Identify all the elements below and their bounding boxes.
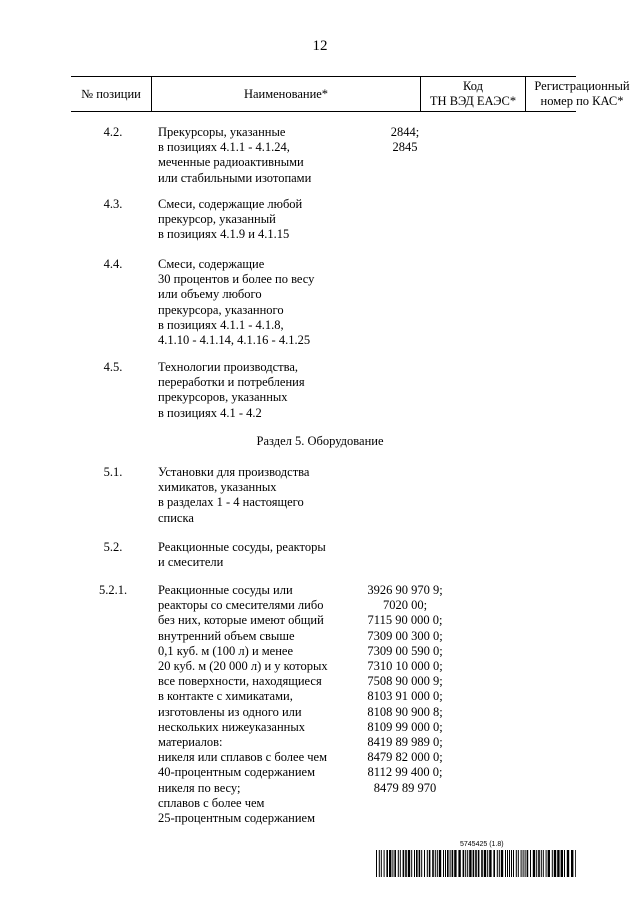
barcode-bar	[478, 850, 480, 877]
barcode-bar	[538, 850, 540, 877]
row-code-line: 3926 90 970 9;	[367, 583, 443, 597]
barcode-bar	[424, 850, 425, 877]
row-name-line: химикатов, указанных	[158, 480, 277, 495]
row-code	[350, 583, 460, 796]
header-name: Наименование*	[243, 86, 329, 101]
row-position: 4.4.	[103, 257, 123, 271]
row-code-line: 8108 90 900 8;	[367, 704, 443, 719]
row-position: 4.5.	[103, 360, 123, 374]
row-code-line: 7115 90 000 0;	[367, 613, 443, 628]
row-code-line: 7020 00;	[382, 598, 428, 613]
header-code-line: Код	[463, 79, 483, 93]
barcode-bar	[458, 850, 460, 877]
barcode-bar	[533, 850, 535, 877]
barcode-bar	[447, 850, 449, 877]
row-name-line: материалов:	[158, 735, 223, 750]
row-name-line: Прекурсоры, указанные	[158, 125, 286, 139]
row-name-line: меченные радиоактивными	[158, 155, 304, 170]
row-name-line: или стабильными изотопами	[158, 170, 312, 185]
row-name-line: Смеси, содержащие	[158, 257, 265, 271]
barcode-bar	[427, 850, 428, 877]
barcode-bar	[443, 850, 444, 877]
barcode-bar	[493, 850, 495, 877]
row-code-line: 7309 00 300 0;	[367, 628, 443, 643]
barcode-bar	[521, 850, 522, 877]
row-position: 5.2.1.	[98, 583, 128, 597]
row-name-line: Технологии производства,	[158, 360, 298, 374]
barcode-bar	[429, 850, 431, 877]
barcode-bar	[403, 850, 405, 877]
barcode-bar	[408, 850, 410, 877]
barcode-bar	[394, 850, 396, 877]
row-name-line: никеля или сплавов с более чем	[158, 750, 327, 765]
barcode-bar	[454, 850, 456, 877]
row-name-line: 20 куб. м (20 000 л) и у которых	[158, 659, 328, 674]
row-name-line: в позициях 4.1.1 - 4.1.8,	[158, 317, 284, 332]
barcode-bar	[489, 850, 491, 877]
barcode-bar	[518, 850, 519, 877]
barcode-bar	[541, 850, 542, 877]
row-name-line: списка	[158, 510, 194, 525]
barcode-bar	[536, 850, 537, 877]
barcode-bar	[376, 850, 377, 877]
barcode-bar	[487, 850, 488, 877]
row-name	[158, 465, 358, 526]
section-title: Раздел 5. Оборудование	[256, 434, 384, 448]
row-name-line: Реакционные сосуды, реакторы	[158, 540, 326, 554]
barcode-bar	[497, 850, 498, 877]
barcode-bar	[507, 850, 508, 877]
row-name-line: нескольких нижеуказанных	[158, 719, 305, 734]
barcode-bar	[379, 850, 380, 877]
row-name	[158, 125, 358, 186]
row-name-line: прекурсоров, указанных	[158, 390, 288, 405]
barcode-bar	[452, 850, 454, 877]
barcode-bar	[505, 850, 506, 877]
barcode-bar	[465, 850, 466, 877]
barcode-bar	[445, 850, 446, 877]
row-name-line: прекурсор, указанный	[158, 212, 276, 227]
page-number: 12	[312, 38, 328, 54]
barcode-bar	[561, 850, 563, 877]
barcode-bar	[525, 850, 526, 877]
barcode-bar	[552, 850, 553, 877]
row-code-line: 8103 91 000 0;	[367, 689, 443, 704]
barcode-bar	[414, 850, 415, 877]
row-name-line: изготовлены из одного или	[158, 704, 302, 719]
barcode-bar	[484, 850, 486, 877]
barcode-bar	[421, 850, 422, 877]
barcode-bar	[450, 850, 451, 877]
header-code	[421, 77, 525, 111]
barcode-bar	[527, 850, 529, 877]
barcode-bar	[411, 850, 412, 877]
row-name-line: прекурсора, указанного	[158, 302, 284, 317]
row-name-line: переработки и потребления	[158, 375, 305, 390]
barcode-bar	[384, 850, 385, 877]
row-name-line: 40-процентным содержанием	[158, 765, 315, 780]
row-name-line: Установки для производства	[158, 465, 310, 479]
barcode-id: 5745425 (1.8)	[460, 841, 504, 848]
barcode-bar	[530, 850, 531, 877]
barcode-bar	[435, 850, 436, 877]
barcode-bar	[475, 850, 477, 877]
barcode-bar	[419, 850, 421, 877]
barcode-bar	[432, 850, 434, 877]
barcode-bar	[416, 850, 418, 877]
barcode-bar	[554, 850, 556, 877]
row-name-line: и смесители	[158, 555, 224, 570]
barcode-bar	[400, 850, 401, 877]
table-header	[71, 76, 630, 112]
row-code-line: 8479 82 000 0;	[367, 750, 443, 765]
row-name-line: без них, которые имеют общий	[158, 613, 324, 628]
row-name-line: все поверхности, находящиеся	[158, 674, 322, 689]
row-name-line: в позициях 4.1.9 и 4.1.15	[158, 227, 290, 242]
row-name	[158, 360, 358, 421]
header-cas-line: Регистрационный	[534, 79, 630, 93]
barcode-bar	[389, 850, 391, 877]
row-code-line: 8479 89 970	[373, 780, 437, 795]
row-code-line: 2845	[392, 140, 418, 155]
row-name-line: 4.1.10 - 4.1.14, 4.1.16 - 4.1.25	[158, 333, 311, 348]
row-name	[158, 583, 358, 826]
row-code-line: 8419 89 989 0;	[367, 735, 443, 750]
row-name-line: реакторы со смесителями либо	[158, 598, 324, 613]
barcode-bar	[405, 850, 407, 877]
row-name	[158, 540, 358, 570]
row-code	[350, 125, 460, 155]
row-name	[158, 197, 358, 243]
row-code-line: 7310 10 000 0;	[367, 659, 443, 674]
barcode-bar	[381, 850, 382, 877]
row-code-line: 8109 99 000 0;	[367, 719, 443, 734]
header-cas	[526, 77, 638, 111]
row-name-line: сплавов с более чем	[158, 795, 265, 810]
row-name-line: Реакционные сосуды или	[158, 583, 293, 597]
barcode-bar	[463, 850, 465, 877]
barcode-bar	[564, 850, 565, 877]
barcode-bar	[548, 850, 550, 877]
barcode-bar	[481, 850, 483, 877]
row-position: 4.3.	[103, 197, 123, 211]
row-code-line: 2844;	[390, 125, 420, 139]
header-cas-line: номер по КАС*	[540, 94, 624, 108]
barcode-bar	[575, 850, 576, 877]
barcode-bar	[386, 850, 388, 877]
row-code-line: 7508 90 000 9;	[367, 674, 443, 689]
row-name-line: в позициях 4.1.1 - 4.1.24,	[158, 140, 290, 155]
barcode-bar	[473, 850, 475, 877]
row-name-line: внутренний объем свыше	[158, 628, 295, 643]
header-code-line: ТН ВЭД ЕАЭС*	[429, 94, 517, 108]
barcode-bar	[509, 850, 510, 877]
row-position: 4.2.	[103, 125, 123, 139]
header-position: № позиции	[81, 86, 141, 101]
barcode-bar	[437, 850, 438, 877]
row-code-line: 7309 00 590 0;	[367, 643, 443, 658]
barcode-bar	[501, 850, 503, 877]
barcode-bar	[557, 850, 559, 877]
row-name-line: в контакте с химикатами,	[158, 689, 293, 704]
row-name-line: в позициях 4.1 - 4.2	[158, 405, 262, 420]
barcode-image	[376, 850, 576, 877]
row-code-line: 8112 99 400 0;	[367, 765, 443, 780]
barcode-bar	[571, 850, 573, 877]
row-name-line: 30 процентов и более по весу	[158, 272, 315, 287]
row-position: 5.2.	[103, 540, 123, 554]
barcode-bar	[516, 850, 517, 877]
barcode-bar	[469, 850, 471, 877]
barcode-bar	[511, 850, 512, 877]
row-name	[158, 257, 358, 348]
row-name-line: 25-процентным содержанием	[158, 811, 315, 826]
barcode-bar	[467, 850, 468, 877]
barcode-bar	[439, 850, 441, 877]
row-name-line: никеля по весу;	[158, 780, 241, 795]
row-name-line: 0,1 куб. м (100 л) и менее	[158, 643, 293, 658]
barcode-bar	[513, 850, 514, 877]
barcode-bar	[398, 850, 399, 877]
barcode-bar	[543, 850, 544, 877]
barcode-bar	[567, 850, 569, 877]
row-name-line: или объему любого	[158, 287, 262, 302]
row-position: 5.1.	[103, 465, 123, 479]
row-name-line: Смеси, содержащие любой	[158, 197, 303, 211]
barcode-bar	[546, 850, 547, 877]
barcode-bar	[523, 850, 524, 877]
barcode-bar	[392, 850, 393, 877]
barcode-bar	[499, 850, 500, 877]
row-name-line: в разделах 1 - 4 настоящего	[158, 495, 304, 510]
